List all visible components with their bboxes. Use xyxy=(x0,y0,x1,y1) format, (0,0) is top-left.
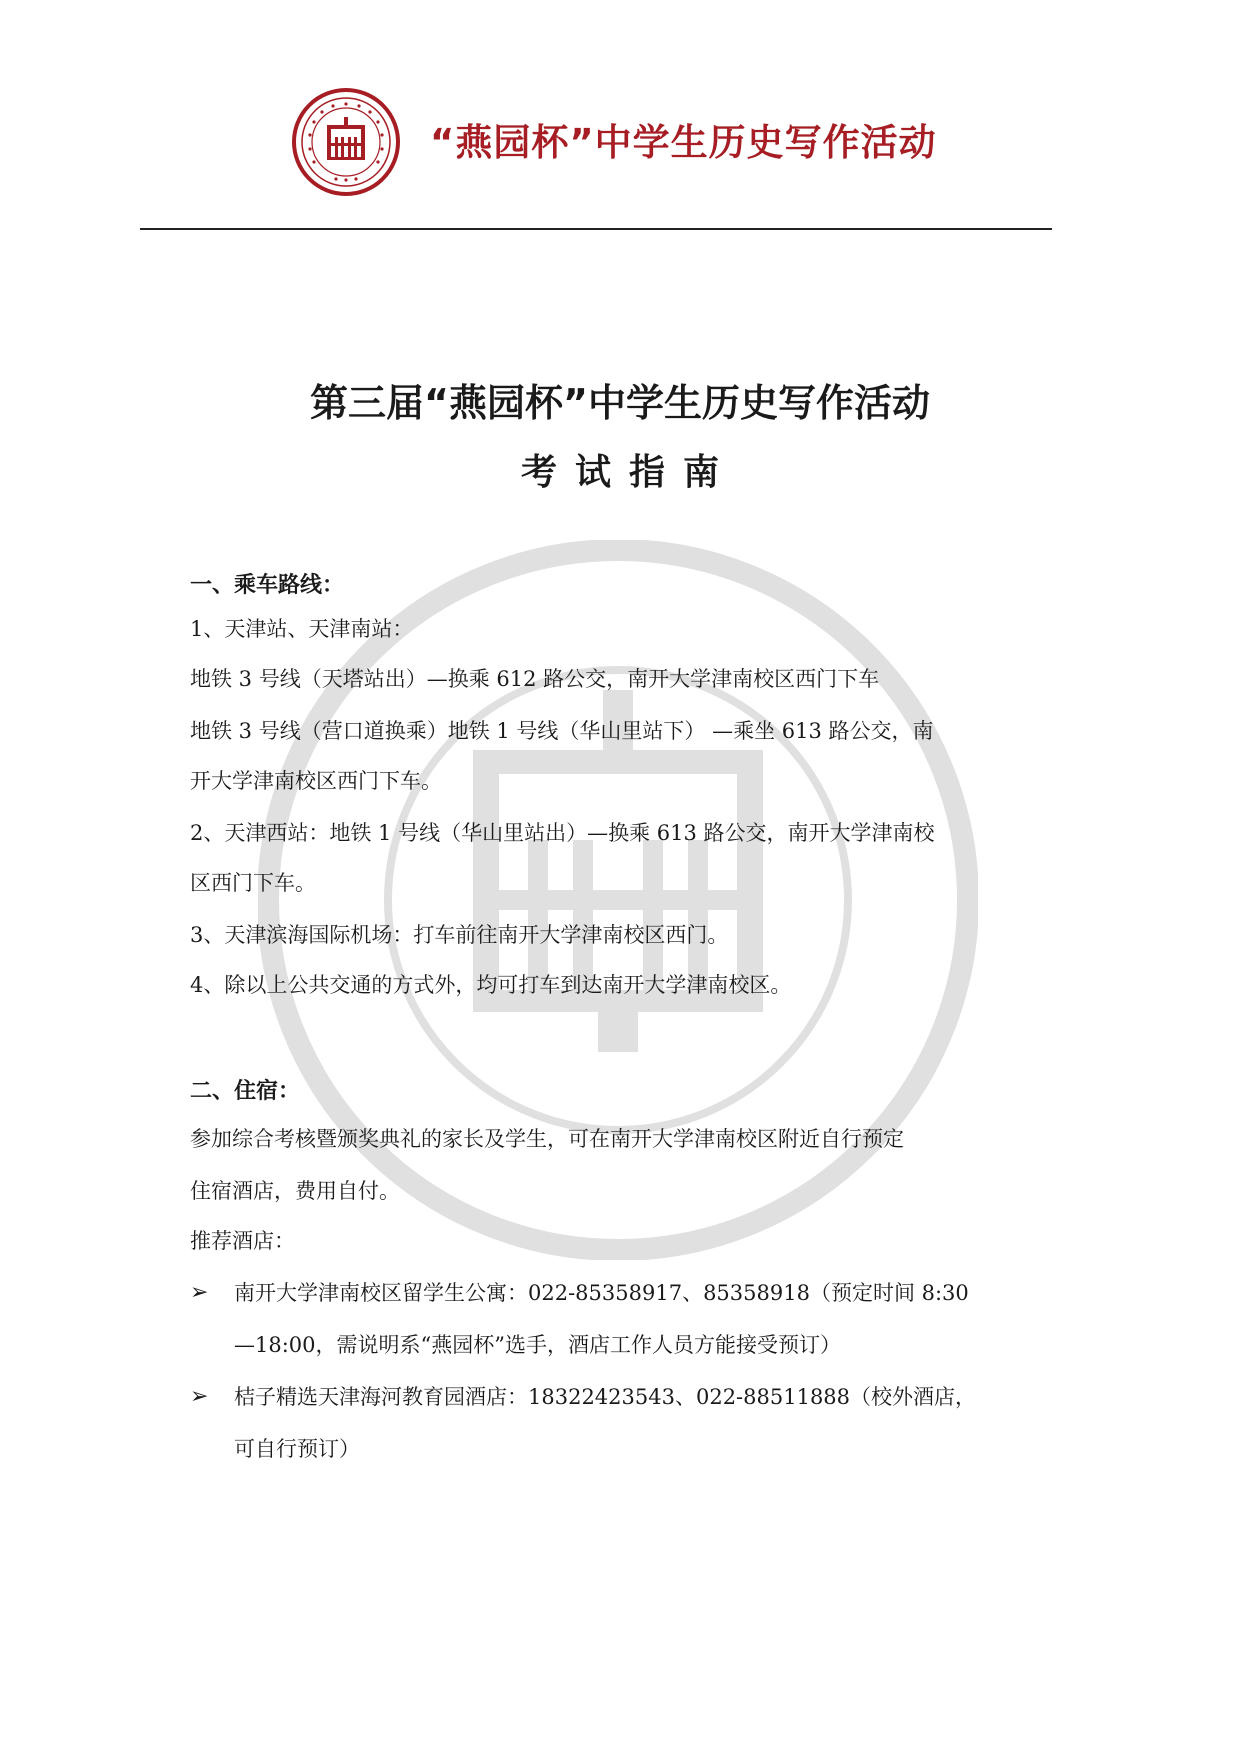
document-title: 第三届“燕园杯”中学生历史写作活动 xyxy=(310,381,930,425)
transport-line: 地铁 3 号线（天塔站出）—换乘 612 路公交，南开大学津南校区西门下车 xyxy=(190,667,880,691)
transport-line: 3、天津滨海国际机场：打车前往南开大学津南校区西门。 xyxy=(190,923,729,947)
hotel-item-line: 南开大学津南校区留学生公寓：022-85358917、85358918（预定时间 8:30 xyxy=(234,1281,969,1305)
lodging-line: 推荐酒店： xyxy=(190,1229,295,1253)
section-heading-lodging: 二、住宿： xyxy=(190,1079,301,1104)
transport-line: 开大学津南校区西门下车。 xyxy=(190,769,442,793)
bullet-arrow-icon: ➢ xyxy=(190,1384,209,1409)
brand-title: “燕园杯”中学生历史写作活动 xyxy=(430,121,937,164)
seal-logo-icon xyxy=(291,87,401,197)
section-heading-transport: 一、乘车路线： xyxy=(190,573,345,598)
transport-line: 1、天津站、天津南站： xyxy=(190,617,414,641)
transport-line: 地铁 3 号线（营口道换乘）地铁 1 号线（华山里站下） —乘坐 613 路公交，南 xyxy=(190,719,934,743)
transport-line: 2、天津西站：地铁 1 号线（华山里站出）—换乘 613 路公交，南开大学津南校 xyxy=(190,821,935,845)
hotel-item-line: 桔子精选天津海河教育园酒店：18322423543、022-88511888（校外酒店， xyxy=(234,1385,977,1409)
document-subtitle: 考试指南 xyxy=(520,452,737,493)
lodging-line: 参加综合考核暨颁奖典礼的家长及学生，可在南开大学津南校区附近自行预定 xyxy=(190,1127,904,1151)
lodging-line: 住宿酒店，费用自付。 xyxy=(190,1179,400,1203)
transport-line: 区西门下车。 xyxy=(190,871,316,895)
hotel-item-line: 可自行预订） xyxy=(234,1437,360,1461)
bullet-arrow-icon: ➢ xyxy=(190,1280,209,1305)
hotel-item-line: —18:00，需说明系“燕园杯”选手，酒店工作人员方能接受预订） xyxy=(234,1333,841,1357)
transport-line: 4、除以上公共交通的方式外，均可打车到达南开大学津南校区。 xyxy=(190,973,792,997)
header-divider xyxy=(140,228,1052,230)
